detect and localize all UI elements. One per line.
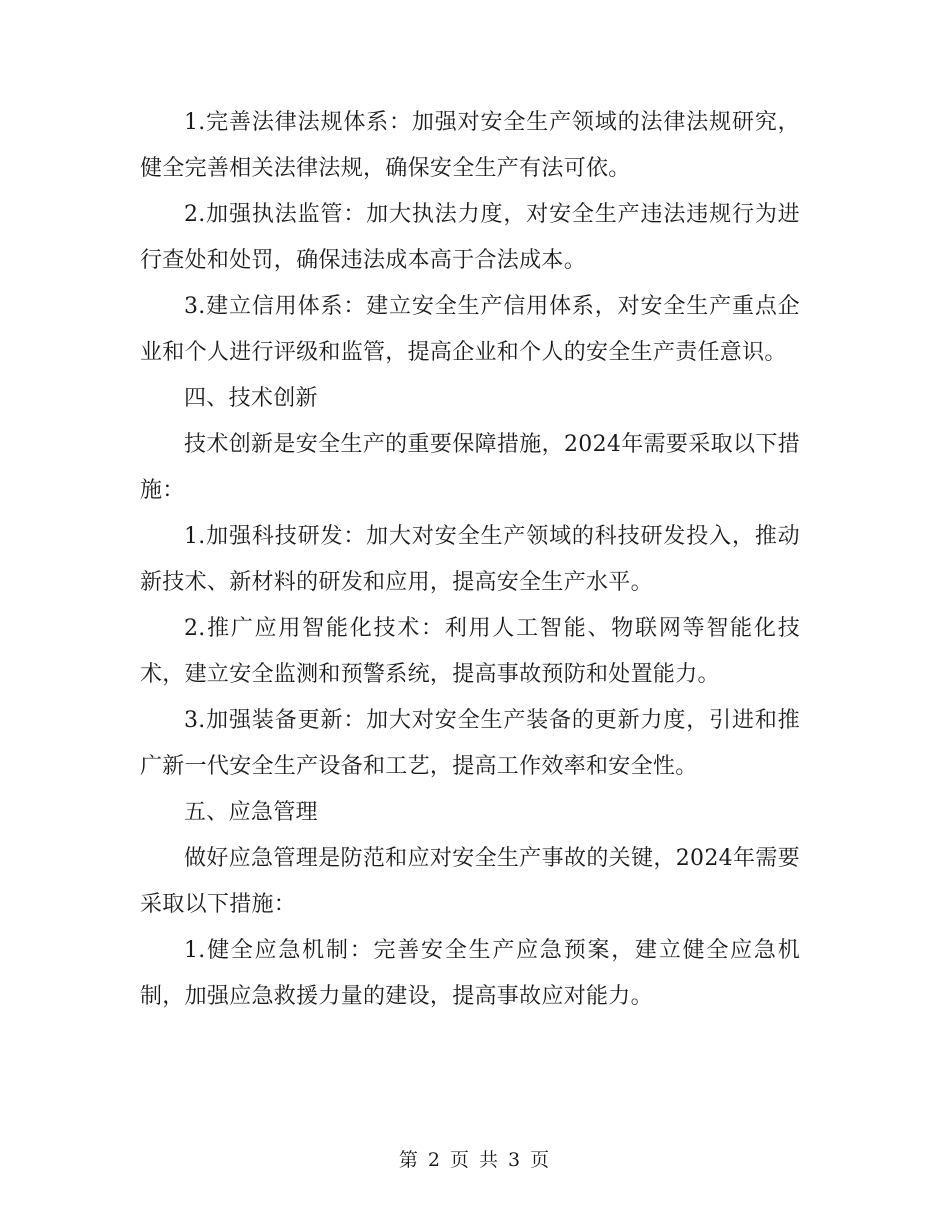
document-body: [140, 100, 800, 1020]
paragraph-smart-tech: 2.推广应用智能化技术：利用人工智能、物联网等智能化技术，建立安全监测和预警系统，提高事故预防和处置能力。: [140, 616, 800, 687]
paragraph-emergency-intro: 做好应急管理是防范和应对安全生产事故的关键，2024年需要采取以下措施：: [140, 846, 800, 917]
paragraph-law-system: 1.完善法律法规体系：加强对安全生产领域的法律法规研究，健全完善相关法律法规，确保安全生产有法可依。: [140, 110, 800, 181]
paragraph-law-enforcement: 2.加强执法监管：加大执法力度，对安全生产违法违规行为进行查处和处罚，确保违法成本高于合法成本。: [140, 202, 800, 273]
paragraph-tech-intro: 技术创新是安全生产的重要保障措施，2024年需要采取以下措施：: [140, 432, 800, 503]
paragraph-credit-system: 3.建立信用体系：建立安全生产信用体系，对安全生产重点企业和个人进行评级和监管，提高企业和个人的安全生产责任意识。: [140, 294, 800, 365]
page-number-footer: 第 2 页 共 3 页: [398, 1149, 552, 1171]
section-heading-emergency: 五、应急管理: [184, 800, 318, 825]
paragraph-tech-rd: 1.加强科技研发：加大对安全生产领域的科技研发投入，推动新技术、新材料的研发和应用，提高安全生产水平。: [140, 524, 800, 595]
paragraph-equipment-update: 3.加强装备更新：加大对安全生产装备的更新力度，引进和推广新一代安全生产设备和工艺，提高工作效率和安全性。: [140, 708, 800, 779]
section-heading-tech-innovation: 四、技术创新: [184, 386, 318, 411]
paragraph-emergency-mechanism: 1.健全应急机制：完善安全生产应急预案，建立健全应急机制，加强应急救援力量的建设，提高事故应对能力。: [140, 938, 800, 1009]
